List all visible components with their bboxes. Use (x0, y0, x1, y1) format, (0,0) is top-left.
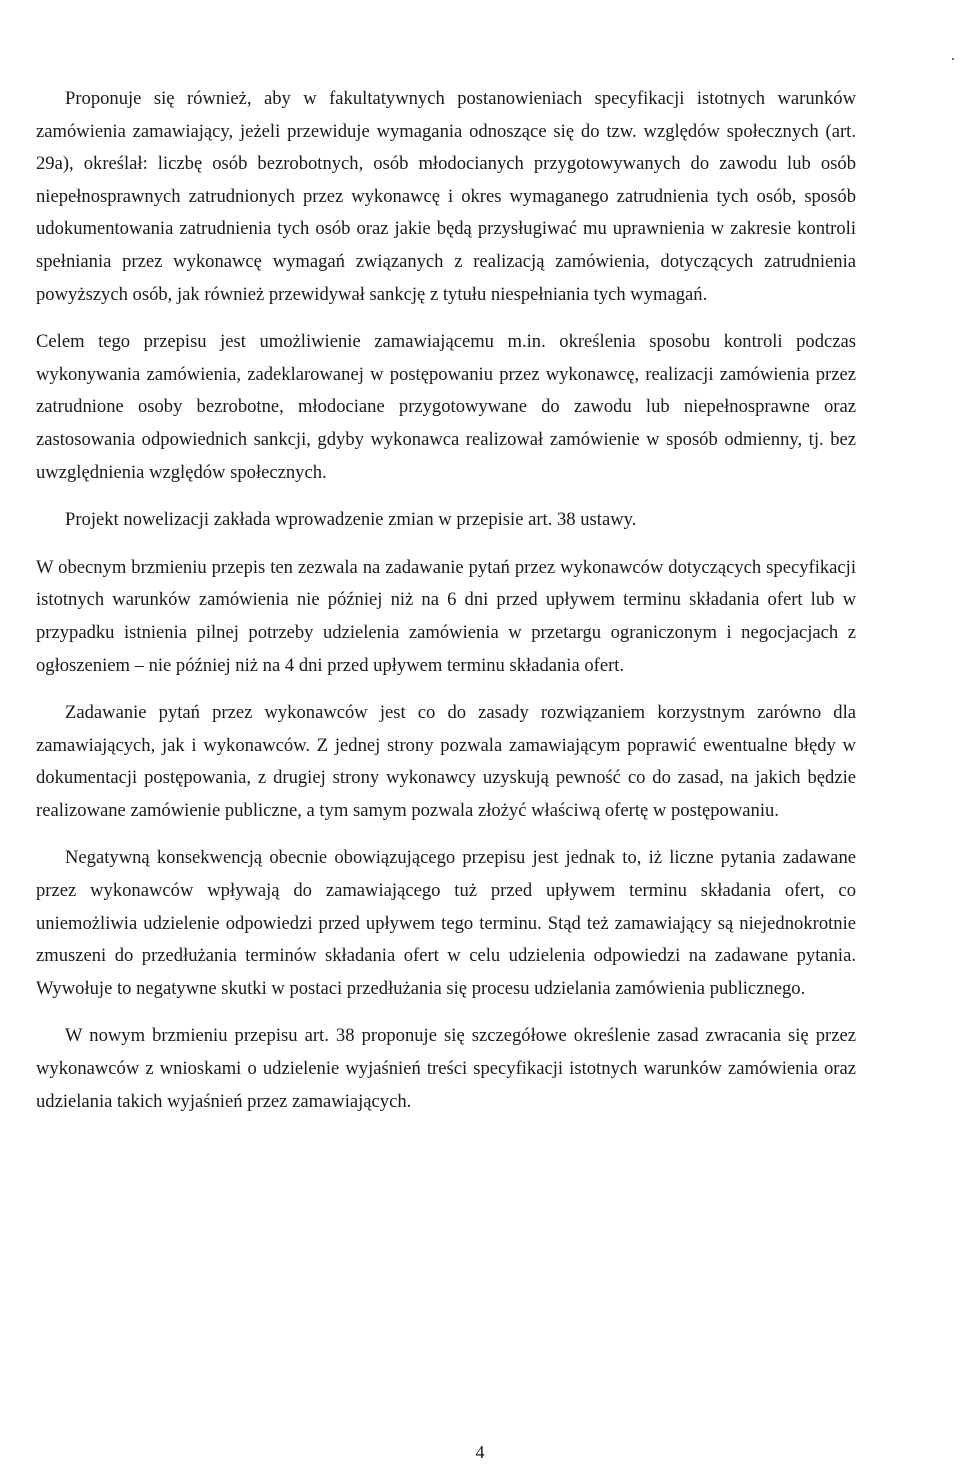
paragraph-amendment-intro: Projekt nowelizacji zakłada wprowadzenie zmian w przepisie art. 38 ustawy. (65, 509, 637, 531)
paragraph-current-wording: W obecnym brzmieniu przepis ten zezwala na zadawanie pytań przez wykonawców dotyczących specyfikacji istotnych warunków zamówienia nie później niż na 6 dni przed upływem terminu składania ofert lub w przypadku istnienia pilnej potrzeby udzielenia zamówienia w przetargu ograniczonym i negocjacjach z ogłoszeniem – nie później niż na 4 dni przed upływem terminu składania ofert. (36, 556, 856, 676)
document-body (36, 83, 856, 1133)
paragraph-questions-benefits: Zadawanie pytań przez wykonawców jest co do zasady rozwiązaniem korzystnym zarówno dla zamawiających, jak i wykonawców. Z jednej strony pozwala zamawiającym poprawić ewentualne błędy w dokumentacji postępowania, z drugiej strony wykonawcy uzyskują pewność co do zasad, na jakich będzie realizowane zamówienie publiczne, a tym samym pozwala złożyć właściwą ofertę w postępowaniu. (36, 702, 856, 821)
paragraph-purpose: Celem tego przepisu jest umożliwienie zamawiającemu m.in. określenia sposobu kontroli podczas wykonywania zamówienia, zadeklarowanej w postępowaniu przez wykonawcę, realizacji zamówienia przez zatrudnione osoby bezrobotne, młodociane przygotowywane do zawodu lub niepełnosprawne oraz zastosowania odpowiednich sankcji, gdyby wykonawca realizował zamówienie w sposób odmienny, tj. bez uwzględnienia względów społecznych. (36, 331, 856, 483)
paragraph-new-wording: W nowym brzmieniu przepisu art. 38 proponuje się szczegółowe określenie zasad zwracania się przez wykonawców z wnioskami o udzielenie wyjaśnień treści specyfikacji istotnych warunków zamówienia oraz udzielania takich wyjaśnień przez zamawiających. (36, 1025, 856, 1112)
paragraph-social-criteria: Proponuje się również, aby w fakultatywnych postanowieniach specyfikacji istotnych warunków zamówienia zamawiający, jeżeli przewiduje wymagania odnoszące się do tzw. względów społecznych (art. 29a), określał: liczbę osób bezrobotnych, osób młodocianych przygotowywanych do zawodu lub osób niepełnosprawnych zatrudnionych przez wykonawcę i okres wymaganego zatrudnienia tych osób, sposób udokumentowania zatrudnienia tych osób oraz jakie będą przysługiwać mu uprawnienia w zakresie kontroli spełniania przez wykonawcę wymagań związanych z realizacją zamówienia, dotyczących zatrudnienia powyższych osób, jak również przewidywał sankcję z tytułu niespełniania tych wymagań. (36, 88, 856, 305)
paragraph-negative-consequence: Negatywną konsekwencją obecnie obowiązującego przepisu jest jednak to, iż liczne pytania zadawane przez wykonawców wpływają do zamawiającego tuż przed upływem terminu składania ofert, co uniemożliwia udzielenie odpowiedzi przed upływem tego terminu. Stąd też zamawiający są niejednokrotnie zmuszeni do przedłużania terminów składania ofert w celu udzielenia odpowiedzi na zadawane pytania. Wywołuje to negatywne skutki w postaci przedłużania się procesu udzielania zamówienia publicznego. (36, 847, 856, 999)
page-number: 4 (475, 1442, 485, 1462)
scan-speck (952, 58, 954, 60)
